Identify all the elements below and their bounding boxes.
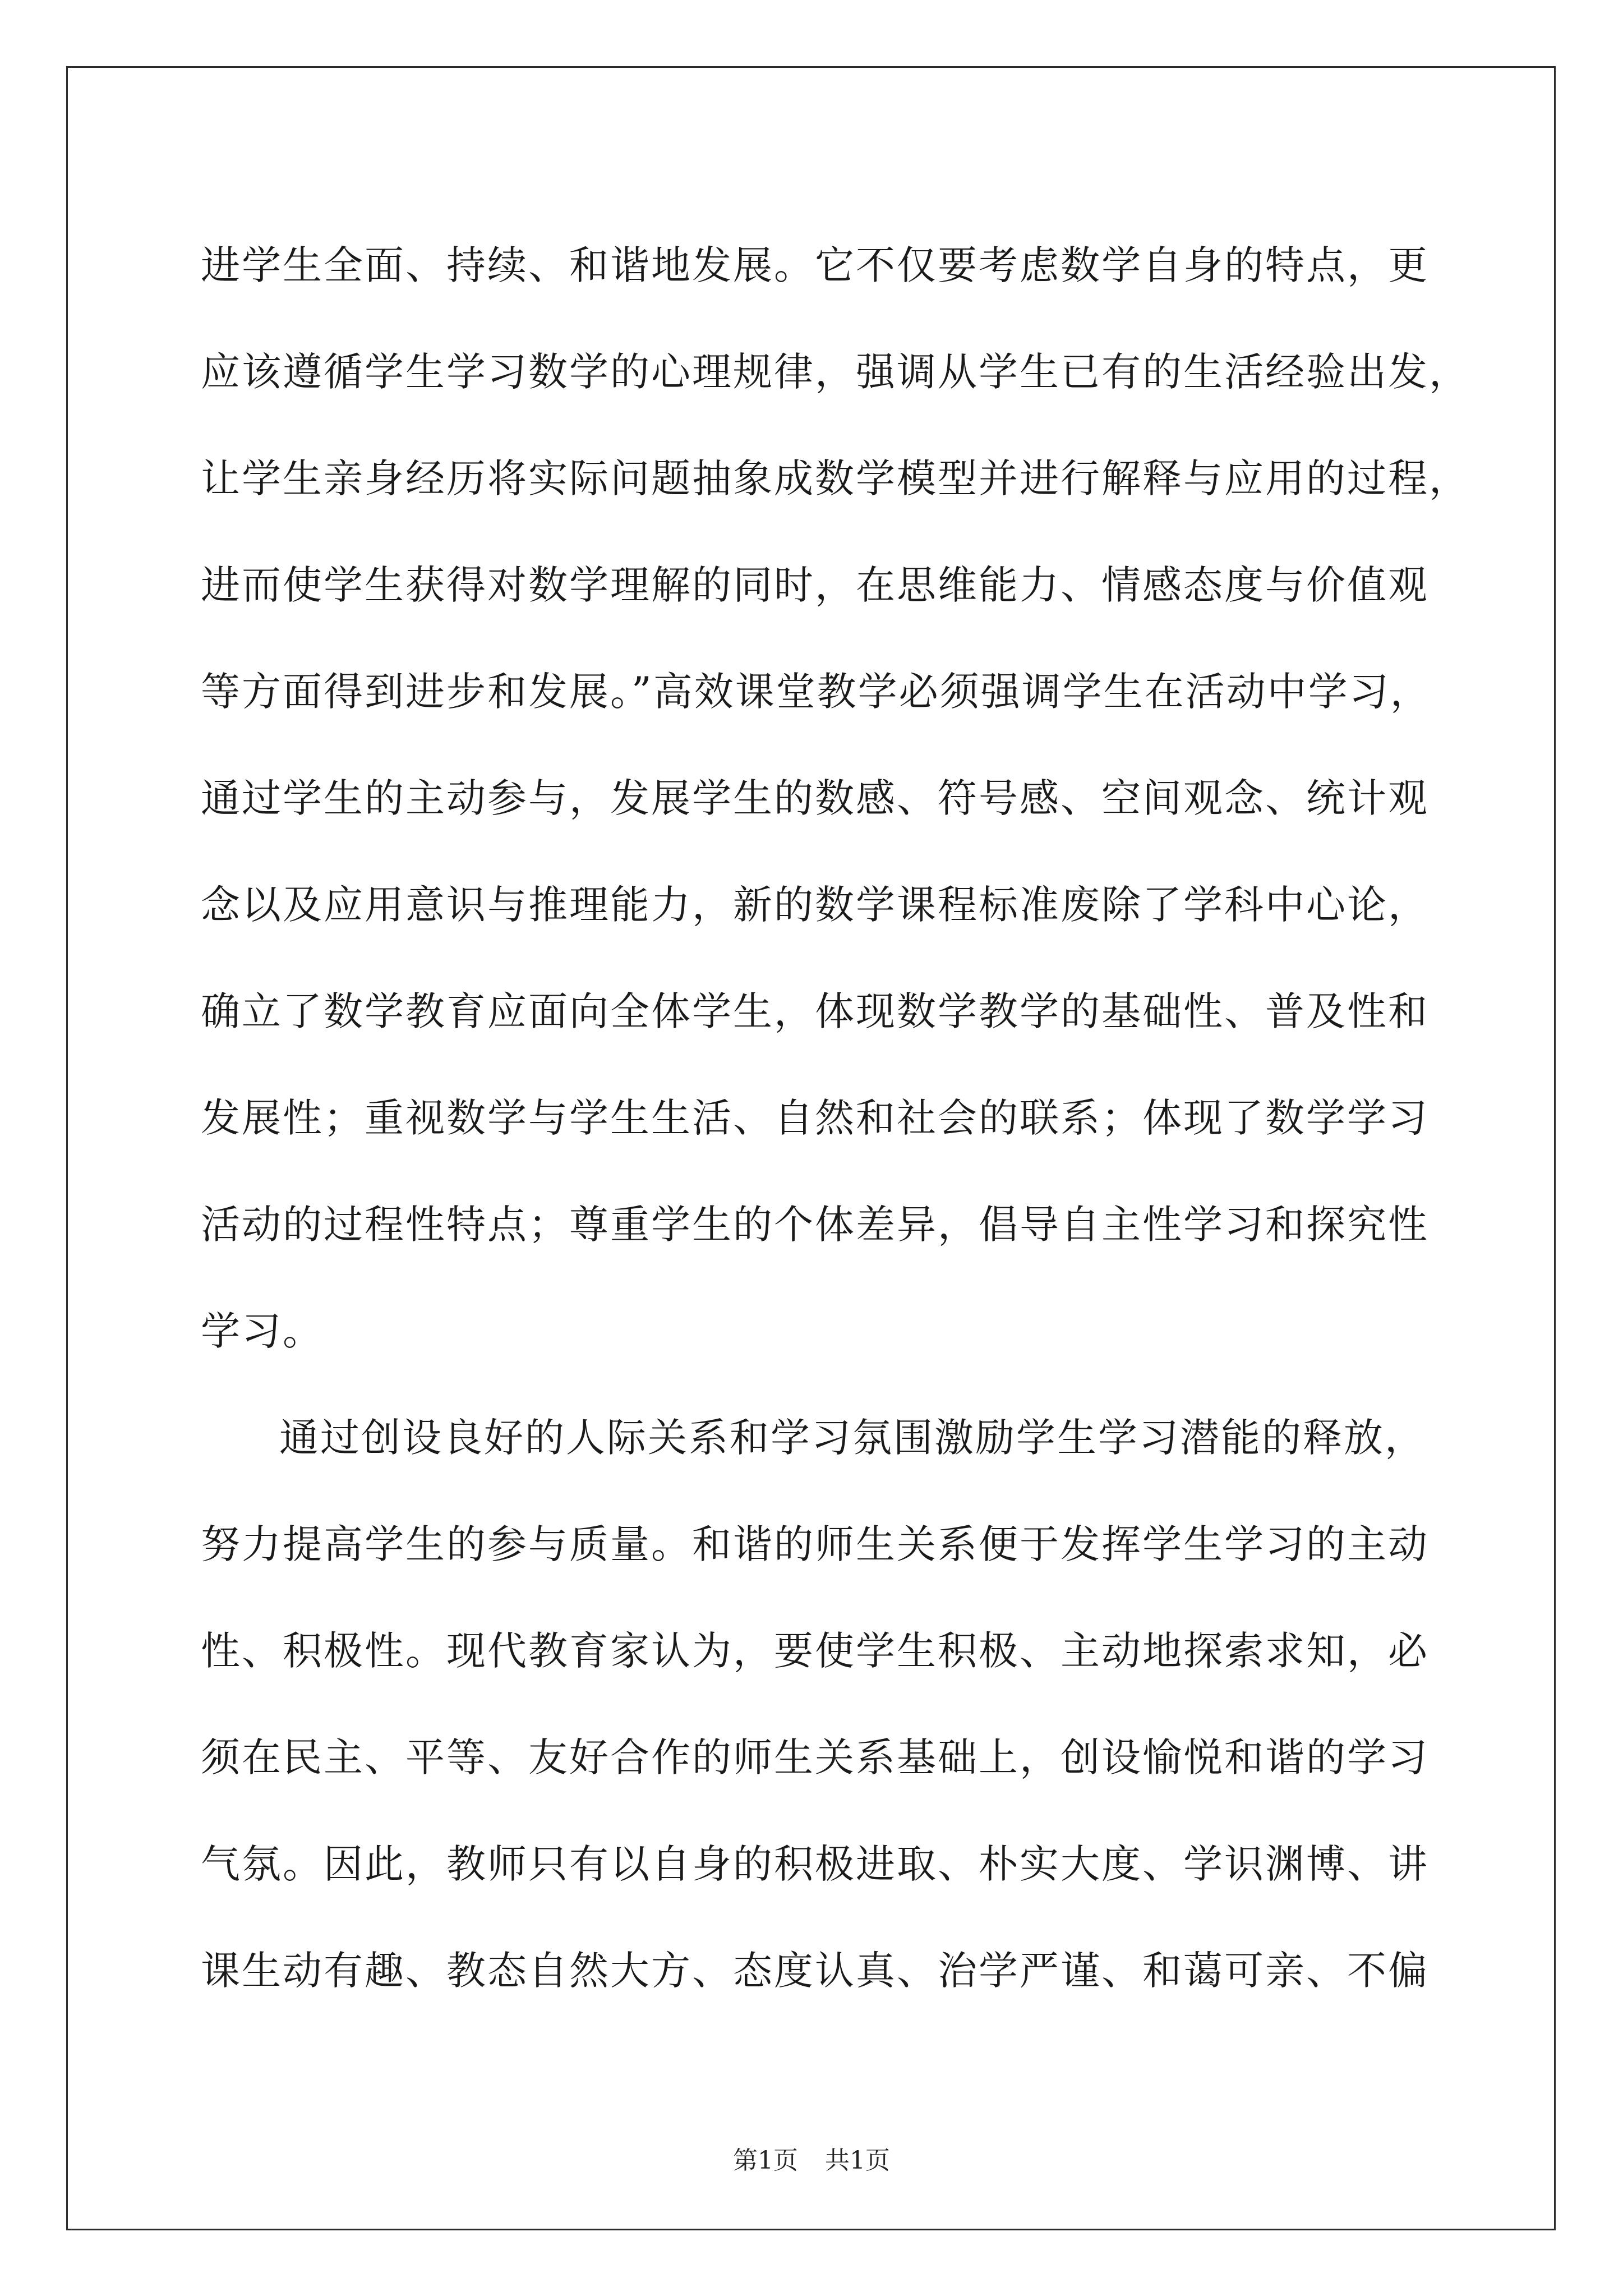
text-line: 性、积极性。现代教育家认为，要使学生积极、主动地探索求知，必	[201, 1628, 1429, 1674]
text-line: 确立了数学教育应面向全体学生，体现数学教学的基础性、普及性和	[201, 988, 1429, 1034]
text-line: 须在民主、平等、友好合作的师生关系基础上，创设愉悦和谐的学习	[201, 1734, 1429, 1780]
text-line: 进而使学生获得对数学理解的同时，在思维能力、情感态度与价值观	[201, 562, 1429, 608]
text-line: 等方面得到进步和发展。”高效课堂教学必须强调学生在活动中学习，	[201, 669, 1431, 715]
page-total: 共1页	[825, 2146, 890, 2175]
text-line: 通过创设良好的人际关系和学习氛围激励学生学习潜能的释放，	[279, 1415, 1426, 1461]
text-line: 通过学生的主动参与，发展学生的数感、符号感、空间观念、统计观	[201, 775, 1429, 821]
page-number: 第1页	[733, 2146, 798, 2175]
page-footer	[0, 2140, 1623, 2176]
text-line: 应该遵循学生学习数学的心理规律，强调从学生已有的生活经验出发，	[201, 349, 1470, 395]
text-line: 气氛。因此，教师只有以自身的积极进取、朴实大度、学识渊博、讲	[201, 1841, 1429, 1887]
text-line: 念以及应用意识与推理能力，新的数学课程标准废除了学科中心论，	[201, 882, 1429, 928]
text-line: 课生动有趣、教态自然大方、态度认真、治学严谨、和蔼可亲、不偏	[201, 1948, 1429, 1994]
text-line: 努力提高学生的参与质量。和谐的师生关系便于发挥学生学习的主动	[201, 1521, 1429, 1567]
text-line: 发展性；重视数学与学生生活、自然和社会的联系；体现了数学学习	[201, 1095, 1429, 1141]
text-line: 学习。	[201, 1308, 324, 1354]
text-line: 活动的过程性特点；尊重学生的个体差异，倡导自主性学习和探究性	[201, 1202, 1429, 1248]
document-body	[201, 212, 1491, 2024]
text-line: 让学生亲身经历将实际问题抽象成数学模型并进行解释与应用的过程，	[201, 455, 1470, 501]
text-line: 进学生全面、持续、和谐地发展。它不仅要考虑数学自身的特点，更	[201, 242, 1429, 288]
